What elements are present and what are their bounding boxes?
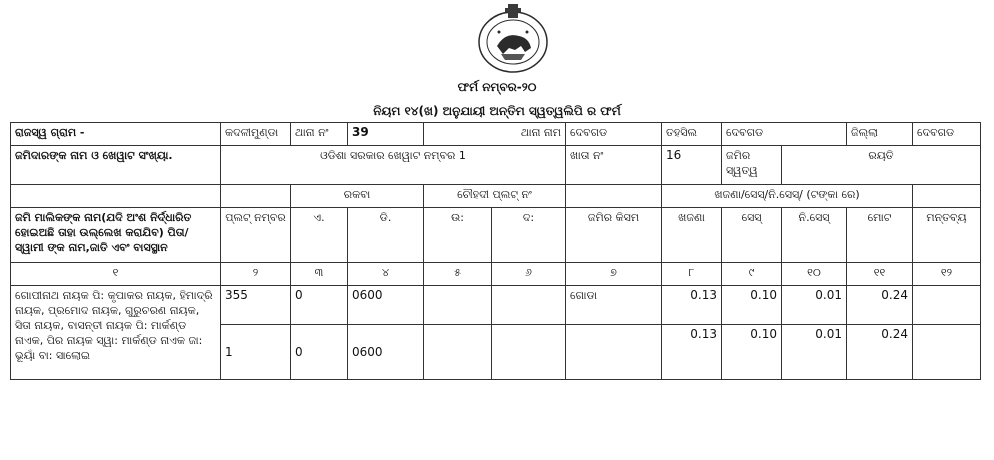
village-value: କଦଳୀମୁଣ୍ଡା [221,123,291,146]
remarks-value [913,325,981,380]
cess-value: 0.10 [722,286,782,325]
area-acre: 0 [291,286,348,325]
column-number: ୮ [662,263,722,286]
acre-header: ଏ. [291,208,348,263]
column-number: ୫ [424,263,492,286]
plot-number: 1 [221,325,291,380]
right-type-label: ଜମିର ସ୍ୱତ୍ୱ [722,146,782,185]
thana-name-label: ଥାନା ନାମ [424,123,566,146]
column-header-row [11,208,981,263]
total-value: 0.24 [847,286,913,325]
column-number: ୧ [11,263,221,286]
landlord-value: ଓଡିଶା ସରକାର ଖେୱାଟ ନମ୍ବର 1 [221,146,566,185]
boundary-north [424,325,492,380]
ni-cess-value: 0.01 [782,286,847,325]
ni-cess-header: ନି.ସେସ୍ [782,208,847,263]
owner-header: ଜମି ମାଲିକଙ୍କ ନାମ(ଯଦି ଅଂଶ ନିର୍ଦ୍ଧାରିତ ହୋଇଅଛି ତାହା ଉଲ୍ଲେଖ କରାଯିବ) ପିତା/ସ୍ୱାମୀ ଙ୍କ ନାମ,ଜାତି ଏବଂ ବାସସ୍ଥାନ [11,208,221,263]
government-seal-emblem [475,2,551,74]
north-header: ଉ: [424,208,492,263]
area-decimal: 0600 [348,325,424,380]
column-number: ୯ [722,263,782,286]
thana-name-value: ଦେବଗଡ [566,123,662,146]
khajana-header: ଖଜଣା [662,208,722,263]
village-label: ରାଜସ୍ୱ ଗ୍ରାମ - [11,123,221,146]
record-of-rights-table [10,122,981,380]
area-acre: 0 [291,325,348,380]
remarks-header: ମନ୍ତବ୍ୟ [913,208,981,263]
plot-number: 355 [221,286,291,325]
boundary-group-header: ଚୌହଦୀ ପ୍ଲଟ୍ ନଂ [424,185,566,208]
empty-cell [221,185,291,208]
form-number: ଫର୍ମ ନମ୍ବର-୨୦ [457,80,537,94]
rule-title: ନିୟମ ୧୪(ଖ) ଅନୁଯାୟୀ ଅନ୍ତିମ ସ୍ୱତ୍ୱଲିପି ର ଫର୍ମ [373,104,621,118]
empty-cell [566,185,662,208]
total-value: 0.24 [847,325,913,380]
area-decimal: 0600 [348,286,424,325]
plot-no-header: ପ୍ଲଟ୍ ନମ୍ବର [221,208,291,263]
khata-value: 16 [662,146,722,185]
khajana-value: 0.13 [662,325,722,380]
column-number: ୩ [291,263,348,286]
column-number: ୨ [221,263,291,286]
total-header: ମୋଟ [847,208,913,263]
group-header-row [11,185,981,208]
land-class: ଗୋଡା [566,286,662,325]
tahasil-value: ଦେବଗଡ [722,123,847,146]
table-row [11,286,981,325]
khajana-value: 0.13 [662,286,722,325]
district-label: ଜିଲ୍ଲା [847,123,913,146]
info-row-village [11,123,981,146]
cess-header: ସେସ୍ [722,208,782,263]
area-group-header: ରକବା [291,185,424,208]
tax-group-header: ଖଜଣା/ସେସ୍/ନି.ସେସ୍/ (ଟଙ୍କା ରେ) [662,185,913,208]
district-value: ଦେବଗଡ [913,123,981,146]
owner-details: ଗୋପୀନାଥ ନାୟକ ପି: କୃପାକର ନାୟକ, ହିମାଦ୍ରି ନାୟକ, ପ୍ରମୋଦ ନାୟକ, ଗୁରୁଚରଣ ନାୟକ, ସିତା ନାୟକ, ବାସନ୍ତୀ ନାୟକ ପି: ମାର୍କଣ୍ଡ ନାଏକ, ପିର ନାୟକ ସ୍ୱା: ମାର୍କଣ୍ଡ ନାଏକ ଜା: ଭୂୟାଁ ବା: ସାଲୋଇ [11,286,221,380]
column-number-row [11,263,981,286]
south-header: ଦ: [492,208,566,263]
thana-no-label: ଥାନା ନଂ [291,123,348,146]
decimal-header: ଡି. [348,208,424,263]
remarks-value [913,286,981,325]
column-number: ୧୨ [913,263,981,286]
column-number: ୪ [348,263,424,286]
right-type-value: ରୟତି [782,146,981,185]
ni-cess-value: 0.01 [782,325,847,380]
column-number: ୬ [492,263,566,286]
land-class-header: ଜମିର କିସମ [566,208,662,263]
boundary-south [492,286,566,325]
landlord-label: ଜମିଦାରଙ୍କ ନାମ ଓ ଖେୱାଟ ସଂଖ୍ୟା. [11,146,221,185]
empty-cell [913,185,981,208]
info-row-landlord [11,146,981,185]
thana-no-value: 39 [348,123,424,146]
column-number: ୧୦ [782,263,847,286]
empty-cell [11,185,221,208]
boundary-south [492,325,566,380]
khata-label: ଖାତା ନଂ [566,146,662,185]
column-number: ୭ [566,263,662,286]
tahasil-label: ତହସିଲ [662,123,722,146]
boundary-north [424,286,492,325]
column-number: ୧୧ [847,263,913,286]
cess-value: 0.10 [722,325,782,380]
land-class [566,325,662,380]
